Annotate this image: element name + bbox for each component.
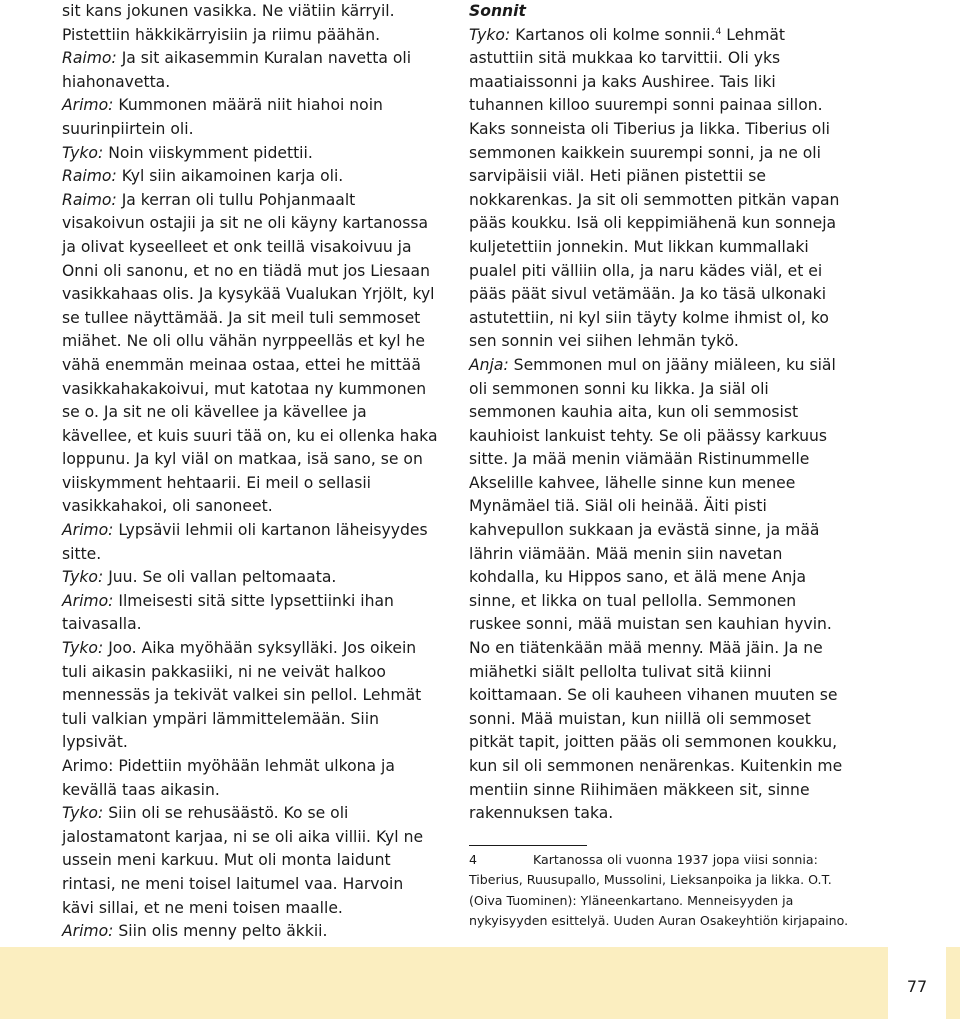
- speaker-label: Arimo:: [62, 521, 114, 540]
- paragraph-text: Kummonen määrä niit hiahoi noin suurinpiirtein oli.: [62, 96, 383, 138]
- paragraph: [62, 142, 440, 166]
- paragraph-text: Kartanos oli kolme sonnii.: [515, 25, 716, 44]
- paragraph: [62, 94, 440, 141]
- paragraph-text: Siin oli se rehusäästö. Ko se oli jalostamatont karjaa, ni se oli aika villii. Kyl ne ussein meni karkuu. Mut oli monta laidunt rintasi, ne meni toisel laitumel vaa. Harvoin kävi sillai, et ne meni toisen maalle.: [62, 804, 424, 917]
- paragraph: [62, 189, 440, 519]
- paragraph-text: Juu. Se oli vallan peltomaata.: [108, 568, 337, 587]
- speaker-label: Raimo:: [62, 49, 117, 68]
- paragraph-text: Noin viiskymment pidettii.: [108, 143, 313, 162]
- footnote-divider: [469, 845, 587, 846]
- paragraph: [62, 519, 440, 566]
- speaker-label: Raimo:: [62, 167, 117, 186]
- paragraph: [62, 566, 440, 590]
- paragraph-text-continued: Lehmät astuttiin sitä mukkaa ko tarvittii. Oli yks maatiaissonni ja kaks Aushiree. Tais liki tuhannen killoo suurempi sonni painaa sillon. Kaks sonneista oli Tiberius ja likka. Tiberius oli semmonen kaikkein suurempi sonni, ja ne oli sarvipäisii viäl. Heti piänen pistettii se nokkarenkas. Ja sit oli semmotten pitkän vapan pääs koukku. Isä oli keppimiähenä kun sonneja kuljetettiin jonnekin. Mut likkan kummallaki pualel piti välliin olla, ja naru kädes viäl, et ei pääs päät sivul vetämään. Ja ko täsä ulkonaki astutettiin, ni kyl siin täyty kolme ihmist ol, ko sen sonnin vei siihen lehmän tykö.: [469, 25, 840, 351]
- paragraph-text: sit kans jokunen vasikka. Ne viätiin kärryil. Pistettiin häkkikärryisiin ja riimu päähän.: [62, 2, 395, 44]
- page-number: 77: [888, 947, 946, 1019]
- speaker-label: Arimo:: [62, 591, 114, 610]
- paragraph-text: Arimo: Pidettiin myöhään lehmät ulkona ja kevällä taas aikasin.: [62, 757, 395, 799]
- speaker-label: Tyko:: [469, 25, 511, 44]
- footnote: [469, 850, 849, 932]
- paragraph-text: Joo. Aika myöhään syksylläki. Jos oikein tuli aikasin pakkasiiki, ni ne veivät halkoo mennessäs ja tekivät valkei sin pellol. Lehmät tuli valkian ympäri lämmittelemään. Siin lypsivät.: [62, 639, 422, 752]
- speaker-label: Raimo:: [62, 190, 117, 209]
- paragraph-text: Ja kerran oli tullu Pohjanmaalt visakoivun ostajii ja sit ne oli käyny kartanossa ja olivat kyseelleet et onk teillä visakoivuu ja Onni oli sanonu, et no en tiädä mut jos Liesaan vasikkahaas olis. Ja kysykää Vualukan Yrjölt, kyl se tullee näyttämää. Ja sit meil tuli semmoset miähet. Ne oli ollu vähän nyrppeelläs et kyl he vähä enemmän meinaa ostaa, ettei he mittää vasikkahakakoivui, mut katotaa ny kummonen se o. Ja sit ne oli kävellee ja kävellee ja kävellee, et kuis suuri tää on, ku ei ollenka haka loppunu. Ja kyl viäl on matkaa, isä sano, se on viiskymment hehtaarii. Ei meil o sellasii vasikkahakoi, oli sanoneet.: [62, 190, 438, 516]
- paragraph: [62, 755, 440, 802]
- paragraph-text: Kyl siin aikamoinen karja oli.: [121, 167, 344, 186]
- paragraph: [62, 47, 440, 94]
- footer-band: [0, 947, 960, 1019]
- paragraph-text: Siin olis menny pelto äkkii.: [118, 922, 328, 941]
- paragraph-text: Ilmeisesti sitä sitte lypsettiinki ihan taivasalla.: [62, 591, 394, 634]
- footnote-reference[interactable]: 4: [715, 26, 722, 37]
- paragraph: [62, 802, 440, 920]
- paragraph: [62, 637, 440, 755]
- paragraph: [62, 165, 440, 189]
- speaker-label: Tyko:: [62, 143, 104, 162]
- paragraph: [62, 920, 440, 944]
- footnote-number: 4: [469, 851, 478, 867]
- right-column: [469, 0, 849, 932]
- paragraph-text: Lypsävii lehmii oli kartanon läheisyydes sitte.: [62, 521, 428, 563]
- left-column: [62, 0, 440, 944]
- paragraph: [62, 0, 440, 47]
- paragraph: [469, 354, 849, 826]
- paragraph-text: Ja sit aikasemmin Kuralan navetta oli hiahonavetta.: [62, 49, 412, 91]
- speaker-label: Tyko:: [62, 639, 104, 658]
- paragraph: [469, 24, 849, 354]
- section-heading: Sonnit: [469, 2, 526, 20]
- speaker-label: Arimo:: [62, 922, 114, 941]
- speaker-label: Anja:: [469, 355, 509, 374]
- speaker-label: Tyko:: [62, 804, 104, 823]
- footnote-text: Kartanossa oli vuonna 1937 jopa viisi sonnia: Tiberius, Ruusupallo, Mussolini, Lieksanpoika ja likka. O.T. (Oiva Tuominen): Yläneenkartano. Menneisyyden ja nykyisyyden esittelyä. Uuden Auran Osakeyhtiön kirjapaino.: [469, 851, 849, 929]
- paragraph-text: Semmonen mul on jääny miäleen, ku siäl oli semmonen sonni ku likka. Ja siäl oli semmonen kauhia aita, kun oli semmosist kauhioist lankuist tehty. Se oli päässy karkuus sitte. Ja mää menin viämään Ristinummelle Akselille kahvee, lähelle sinne kun menee Mynämäel tiä. Siäl oli heinää. Äiti pisti kahvepullon sukkaan ja evästä sinne, ja mää lährin viämään. Mää menin siin navetan kohdalla, ku Hippos sano, et älä mene Anja sinne, et likka on tual pellolla. Semmonen ruskee sonni, mää muistan sen kauhian hyvin. No en tiätenkään mää menny. Mää jäin. Ja ne miähetki siält pellolta tulivat sitä kiinni koittamaan. Se oli kauheen vihanen muuten se sonni. Mää muistan, kun niillä oli semmoset pitkät tapit, joitten pääs oli semmonen koukku, kun sil oli semmonen nenärenkas. Kuitenkin me mentiin sinne Riihimäen mäkkeen sit, sinne rakennuksen taka.: [469, 355, 843, 823]
- speaker-label: Arimo:: [62, 96, 114, 115]
- paragraph: [62, 590, 440, 637]
- speaker-label: Tyko:: [62, 568, 104, 587]
